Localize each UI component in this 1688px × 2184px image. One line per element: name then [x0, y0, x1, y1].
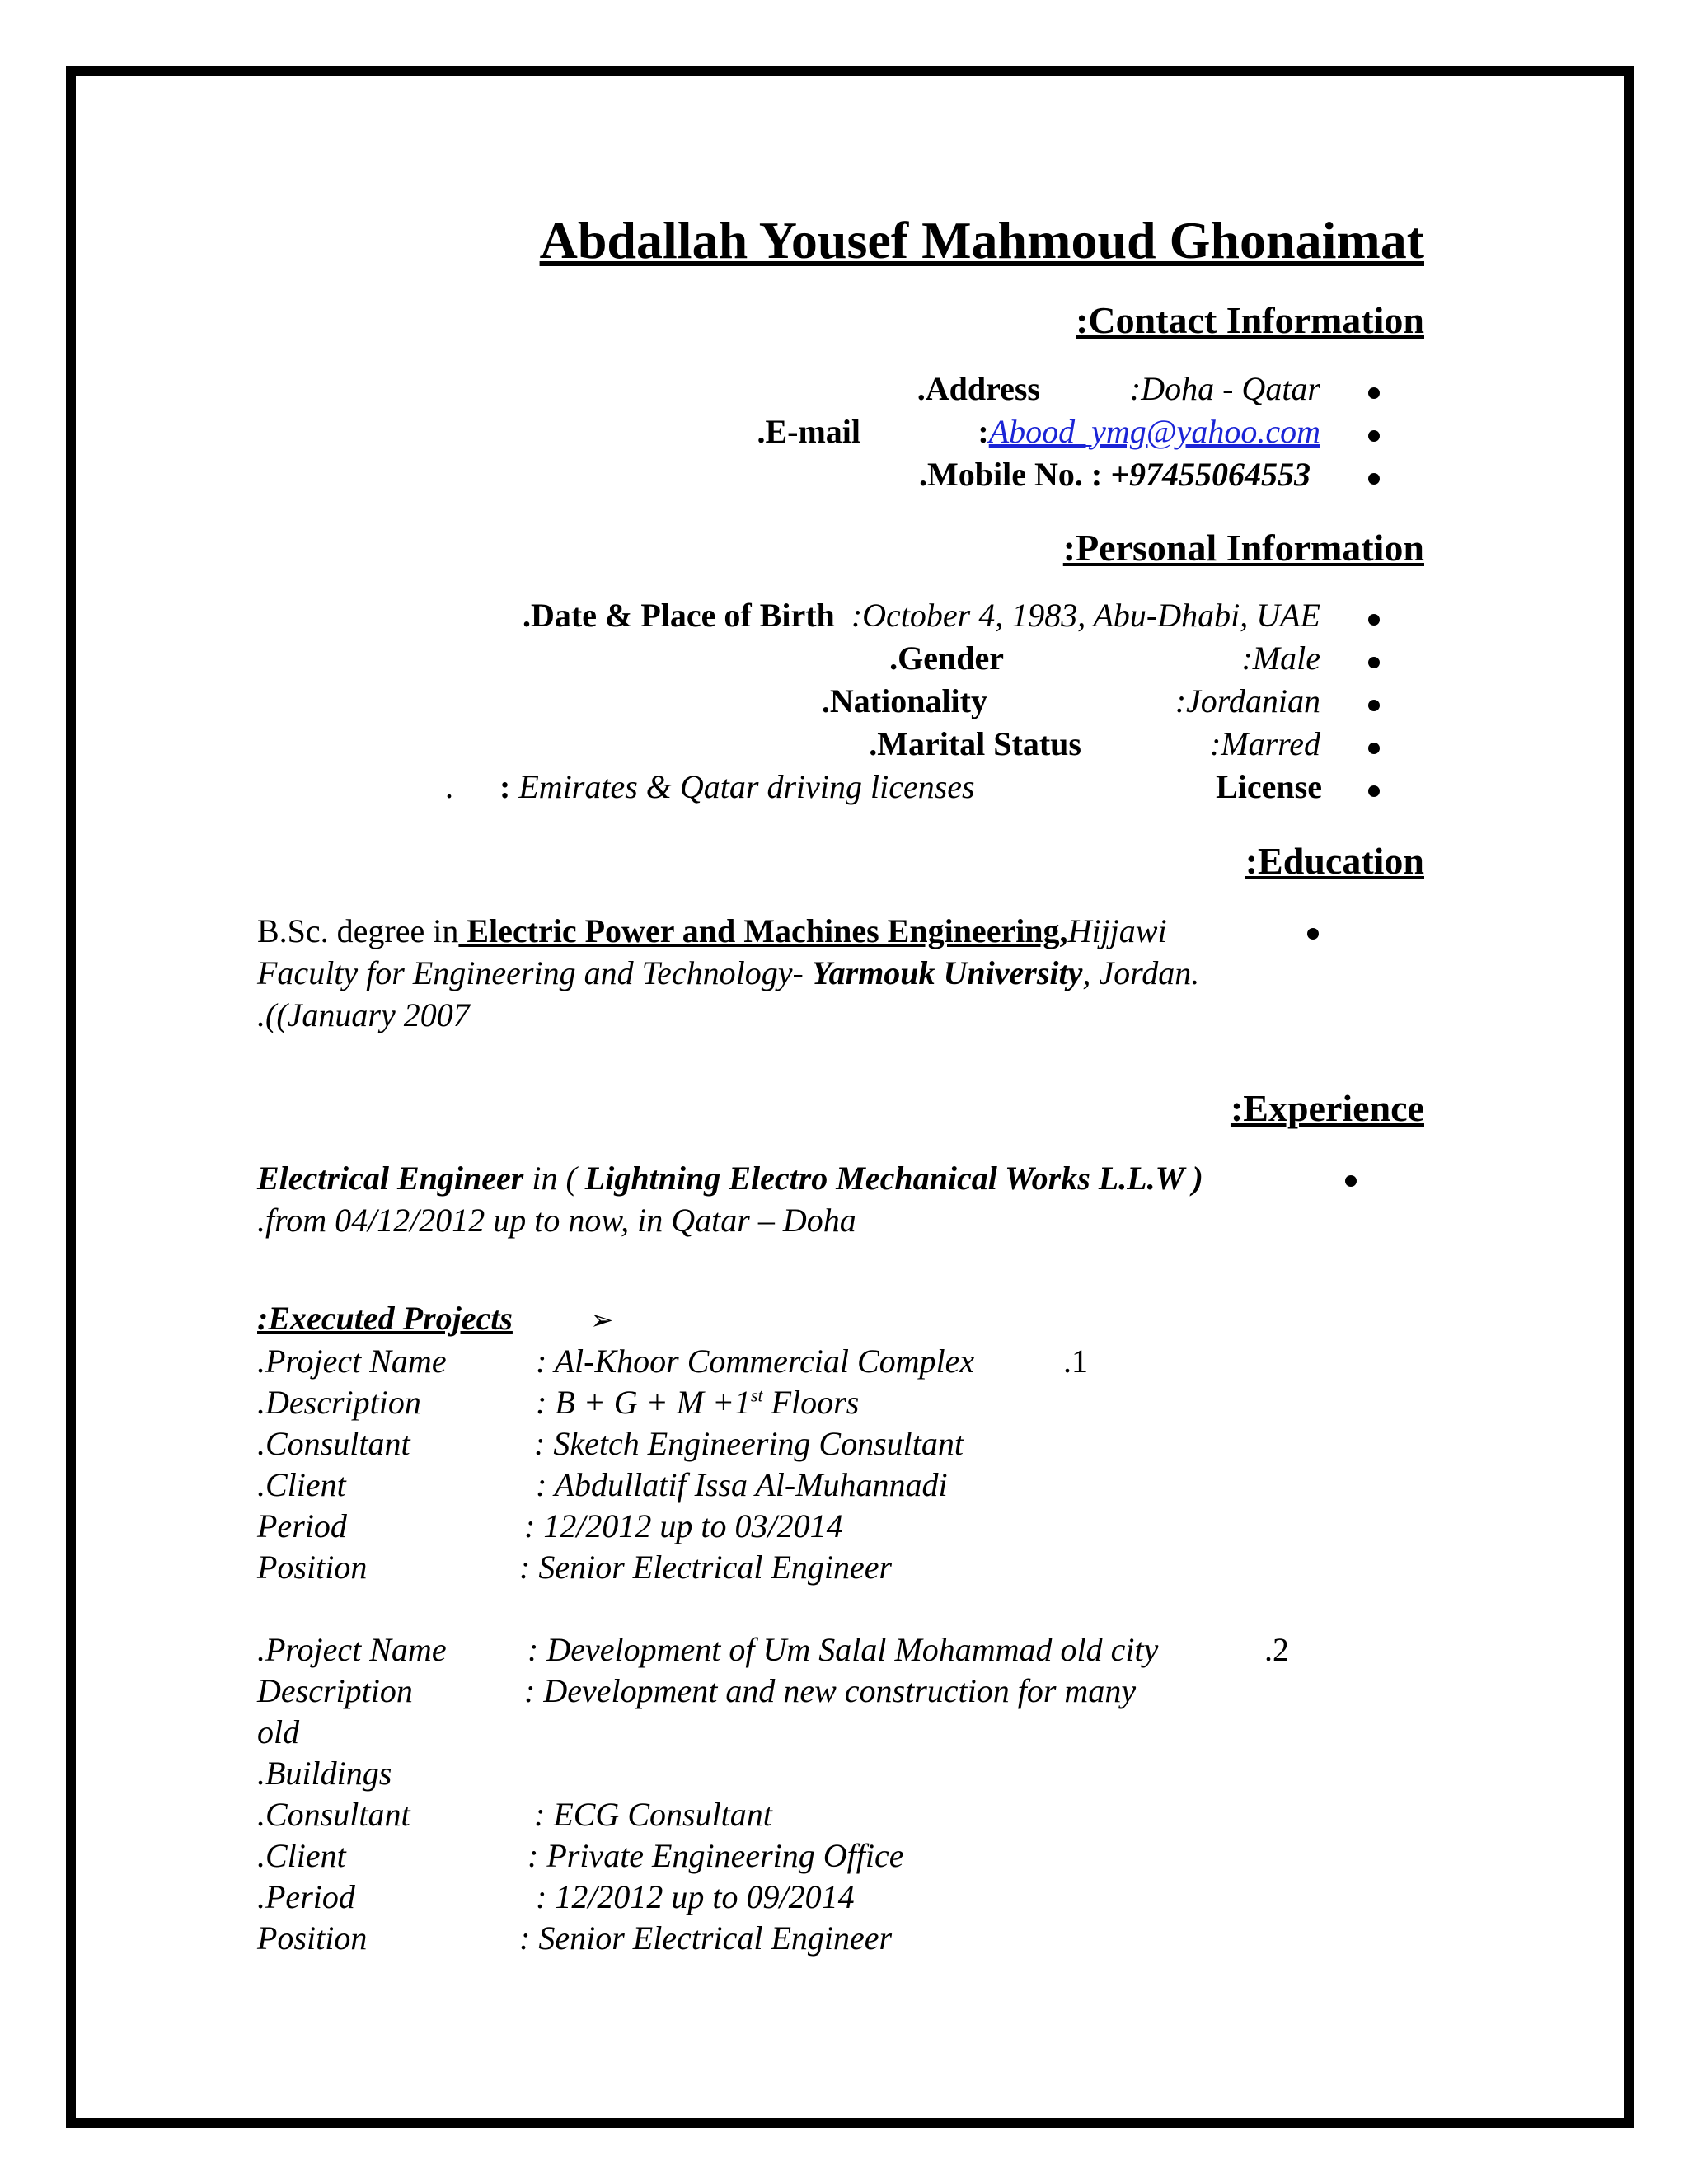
project-1-desc-value [536, 1386, 859, 1419]
project-1-period-value: : 12/2012 up to 03/2014 [524, 1507, 843, 1544]
mobile-label: .Mobile No. : [919, 456, 1103, 493]
projects-heading: :Executed Projects [257, 1300, 513, 1337]
project-2-desc-cont-2: .Buildings [257, 1755, 392, 1792]
bullet-icon [1368, 743, 1380, 754]
project-1-position-value: : Senior Electrical Engineer [519, 1549, 893, 1586]
project-1-name-label: .Project Name [257, 1343, 447, 1380]
arrow-bullet-icon: ➢ [590, 1305, 614, 1336]
project-1-name-value: : Al-Khoor Commercial Complex [536, 1343, 975, 1380]
experience-company: Lightning Electro Mechanical Works L.L.W ) [584, 1160, 1203, 1197]
project-2-client-value: : Private Engineering Office [528, 1837, 904, 1874]
project-1-desc-a: : B + G + M +1 [536, 1384, 751, 1421]
project-1-consultant-value: : Sketch Engineering Consultant [534, 1425, 964, 1462]
dob-label: .Date & Place of Birth [523, 597, 835, 634]
experience-role: Electrical Engineer [257, 1160, 524, 1197]
education-faculty-start: Hijjawi [1067, 912, 1167, 949]
license-dot: . [445, 768, 453, 805]
page-title: Abdallah Yousef Mahmoud Ghonaimat [539, 211, 1424, 269]
mobile-row [919, 458, 1311, 491]
project-2-number: .2 [1264, 1631, 1289, 1668]
address-value: :Doha - Qatar [1129, 370, 1320, 407]
project-1-consultant-label: .Consultant [257, 1425, 410, 1462]
education-country: , Jordan. [1082, 954, 1200, 991]
bullet-icon [1368, 614, 1380, 626]
bullet-icon [1368, 430, 1380, 442]
education-degree: B.Sc. degree in [257, 912, 459, 949]
project-2-client-label: .Client [257, 1837, 346, 1874]
email-label: .E-mail [757, 413, 860, 450]
email-field [978, 415, 1320, 448]
address-label: .Address [917, 370, 1040, 407]
bullet-icon [1368, 387, 1380, 399]
email-link[interactable]: Abood_ymg@yahoo.com [988, 413, 1320, 450]
nationality-label: .Nationality [821, 682, 987, 719]
mobile-value: +97455064553 [1110, 456, 1311, 493]
project-2-name-label: .Project Name [257, 1631, 447, 1668]
project-1-desc-sup: st [750, 1385, 763, 1406]
bullet-icon [1307, 928, 1319, 940]
experience-in: in ( [523, 1160, 585, 1197]
marital-label: .Marital Status [869, 725, 1081, 762]
experience-heading: :Experience [1230, 1087, 1424, 1129]
education-heading: :Education [1245, 840, 1424, 882]
education-university: Yarmouk University [811, 954, 1083, 991]
project-2-position-value: : Senior Electrical Engineer [519, 1919, 893, 1957]
project-1-desc-label: .Description [257, 1384, 421, 1421]
bullet-icon [1368, 473, 1380, 485]
license-label: License [1216, 768, 1322, 805]
project-2-desc-cont-1: old [257, 1713, 300, 1750]
project-1-client-label: .Client [257, 1466, 346, 1503]
project-1-desc-b: Floors [762, 1384, 860, 1421]
dob-row [523, 599, 1320, 632]
project-1-position-label: Position [257, 1549, 368, 1586]
email-colon: : [978, 413, 989, 450]
personal-heading: :Personal Information [1062, 527, 1424, 569]
bullet-icon [1345, 1175, 1357, 1187]
education-faculty: Faculty for Engineering and Technology- [257, 954, 812, 991]
marital-value: :Marred [1209, 725, 1320, 762]
project-1-number: .1 [1063, 1343, 1088, 1380]
bullet-icon [1368, 700, 1380, 711]
project-2-period-value: : 12/2012 up to 09/2014 [536, 1878, 855, 1915]
education-line-2 [257, 954, 1200, 991]
contact-heading: :Contact Information [1076, 299, 1424, 341]
project-2-position-label: Position [257, 1919, 368, 1957]
project-1-client-value: : Abdullatif Issa Al-Muhannadi [536, 1466, 948, 1503]
dob-value: :October 4, 1983, Abu-Dhabi, UAE [851, 597, 1320, 634]
project-2-consultant-label: .Consultant [257, 1796, 410, 1833]
license-colon: : [499, 768, 511, 805]
education-major: Electric Power and Machines Engineering, [458, 912, 1068, 949]
project-2-name-value: : Development of Um Salal Mohammad old city [528, 1631, 1159, 1668]
experience-dates: .from 04/12/2012 up to now, in Qatar – Doha [257, 1202, 856, 1239]
gender-label: .Gender [889, 640, 1004, 677]
project-1-period-label: Period [257, 1507, 347, 1544]
education-line-1 [257, 912, 1167, 949]
project-2-desc-label: Description [257, 1672, 413, 1709]
bullet-icon [1368, 657, 1380, 668]
bullet-icon [1368, 785, 1380, 797]
project-2-consultant-value: : ECG Consultant [534, 1796, 772, 1833]
project-2-period-label: .Period [257, 1878, 355, 1915]
project-2-desc-value: : Development and new construction for many [524, 1672, 1137, 1709]
education-date: .((January 2007 [257, 996, 470, 1033]
license-value: Emirates & Qatar driving licenses [518, 768, 975, 805]
nationality-value: :Jordanian [1175, 682, 1320, 719]
license-value-row [499, 768, 975, 805]
experience-role-line [257, 1162, 1203, 1195]
gender-value: :Male [1241, 640, 1320, 677]
